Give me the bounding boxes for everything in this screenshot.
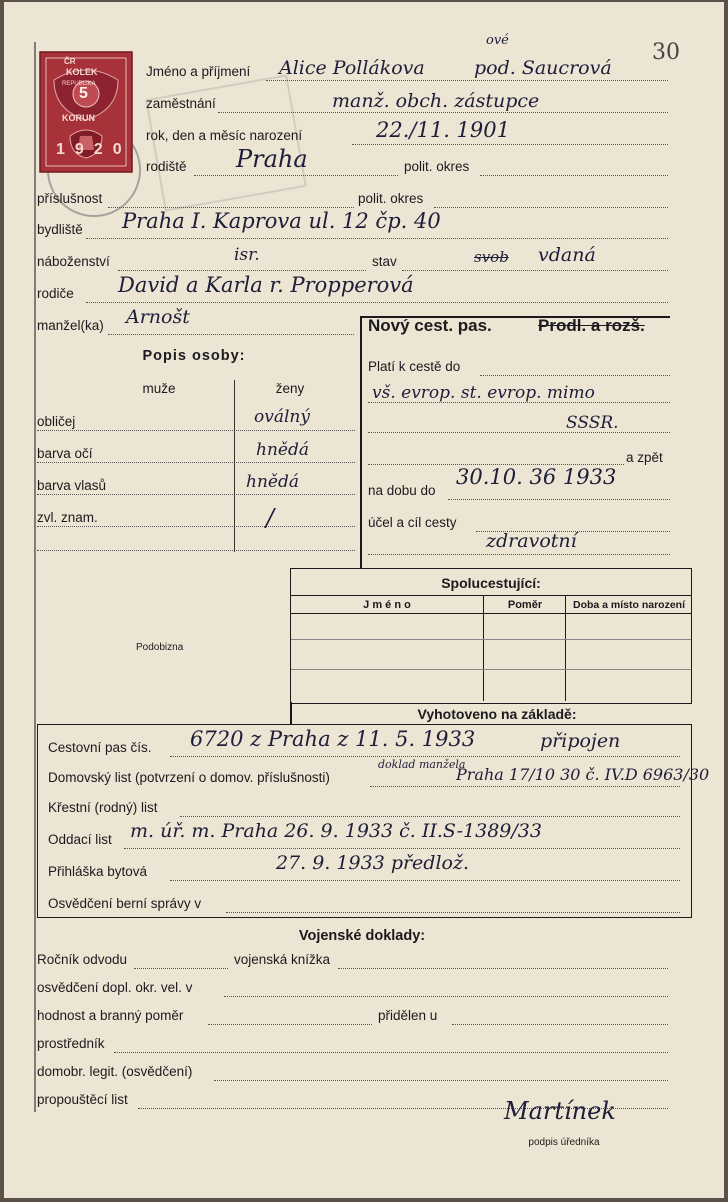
line-intermediary: [114, 1052, 668, 1053]
label-tax: Osvědčení berní správy v: [48, 896, 202, 911]
line-rank: [208, 1024, 372, 1025]
label-assigned: přidělen u: [378, 1008, 438, 1023]
value-name: Alice Pollákova: [279, 57, 425, 79]
stamp-name: KOLEK: [66, 67, 98, 77]
label-and-back: a zpět: [626, 450, 663, 465]
label-residence: bydliště: [37, 222, 83, 237]
companions-header-rule: [291, 613, 691, 614]
value-spouse: Arnošt: [126, 306, 190, 328]
label-baptism: Křestní (rodný) list: [48, 800, 158, 815]
basis-heading: Vyhotoveno na základě:: [417, 706, 577, 722]
value-marriage: m. úř. m. Praha 26. 9. 1933 č. II.S-1389/33: [130, 820, 542, 842]
stamp-sub: REPUBLIKA: [62, 81, 96, 87]
passport-application-form: [4, 2, 724, 1198]
label-legion: domobr. legit. (osvědčení): [37, 1064, 193, 1079]
value-valid-line1: vš. evrop. st. evrop. mimo: [372, 383, 595, 403]
line-valid-3: [368, 432, 670, 433]
value-hair: hnědá: [246, 472, 299, 492]
label-rank: hodnost a branný poměr: [37, 1008, 184, 1023]
military-heading: Vojenské doklady:: [298, 928, 426, 944]
line-birthdate: [352, 144, 668, 145]
signature-caption: podpis úředníka: [528, 1137, 600, 1148]
label-belonging: příslušnost: [37, 191, 103, 206]
companions-col-birth: Doba a místo narození: [572, 599, 686, 611]
label-domicile: Domovský list (potvrzení o domov. příslušnosti): [48, 770, 330, 785]
line-status: [402, 270, 668, 271]
companions-table: [290, 568, 692, 704]
value-valid-line2: SSSR.: [566, 413, 619, 433]
value-name-after: pod. Saucrová: [474, 57, 612, 79]
value-purpose: zdravotní: [486, 530, 577, 552]
stamp-value: 5: [79, 85, 88, 102]
label-district: polit. okres: [404, 159, 470, 174]
line-district: [480, 175, 668, 176]
companions-rule: [291, 595, 691, 596]
line-residence: [86, 238, 668, 239]
signature: Martínek: [504, 1097, 616, 1125]
value-religion: isr.: [234, 245, 260, 265]
value-registration: 27. 9. 1933 předlož.: [276, 852, 470, 874]
companions-row-2: [291, 669, 691, 670]
line-eyes: [37, 462, 355, 463]
line-military-book: [338, 968, 668, 969]
line-assigned: [452, 1024, 668, 1025]
label-birthdate: rok, den a měsíc narození: [146, 128, 303, 143]
label-status: stav: [372, 254, 397, 269]
value-marks: /: [266, 504, 275, 532]
value-duration: 30.10. 36 1933: [456, 465, 617, 489]
label-certificate: osvědčení dopl. okr. vel. v: [37, 980, 193, 995]
value-birthdate: 22./11. 1901: [376, 118, 510, 142]
passport-heading: Nový cest. pas.: [368, 316, 492, 335]
line-belonging: [108, 207, 354, 208]
label-discharge: propouštěcí list: [37, 1092, 128, 1107]
line-tax: [226, 912, 680, 913]
line-employment: [218, 112, 668, 113]
line-marriage: [124, 848, 680, 849]
label-eyes: barva očí: [37, 446, 93, 461]
value-name-over: ové: [486, 33, 509, 48]
description-heading: Popis osoby:: [142, 348, 246, 364]
basis-connector: [290, 702, 292, 724]
line-district2: [434, 207, 668, 208]
label-old-passport: Cestovní pas čís.: [48, 740, 152, 755]
line-duration: [448, 499, 670, 500]
label-military-book: vojenská knížka: [234, 952, 331, 967]
value-eyes: hnědá: [256, 440, 309, 460]
label-birthplace: rodiště: [146, 159, 187, 174]
label-valid-for: Platí k cestě do: [368, 359, 461, 374]
line-draft-year: [134, 968, 228, 969]
line-valid-for: [480, 375, 670, 376]
label-religion: náboženství: [37, 254, 110, 269]
value-parents: David a Karla r. Propperová: [118, 273, 414, 297]
value-old-passport: 6720 z Praha z 11. 5. 1933: [190, 727, 476, 751]
passport-box-left: [360, 316, 362, 568]
label-purpose: účel a cíl cesty: [368, 515, 457, 530]
stamp-top: ČR: [64, 57, 76, 66]
line-birthplace: [194, 175, 398, 176]
value-domicile: Praha 17/10 30 č. IV.D 6963/30: [456, 765, 710, 784]
value-status-struck: svob: [474, 248, 509, 266]
line-registration: [170, 880, 680, 881]
label-registration: Přihláška bytová: [48, 864, 148, 879]
label-marks: zvl. znam.: [37, 510, 98, 525]
line-hair: [37, 494, 355, 495]
label-draft-year: Ročník odvodu: [37, 952, 128, 967]
line-purpose-2: [368, 554, 670, 555]
value-old-passport-note: připojen: [540, 730, 621, 752]
label-spouse: manžel(ka): [37, 318, 104, 333]
page-number: 30: [652, 40, 680, 65]
label-hair: barva vlasů: [37, 478, 107, 493]
label-face: obličej: [37, 414, 76, 429]
passport-struck: Prodl. a rozš.: [538, 316, 645, 335]
line-parents: [86, 302, 668, 303]
value-domicile-note: doklad manžela: [378, 758, 466, 771]
line-baptism: [180, 816, 680, 817]
companions-heading: Spolucestující:: [441, 575, 541, 591]
label-parents: rodiče: [37, 286, 74, 301]
photo-placeholder: Podobizna: [136, 642, 184, 653]
companions-vline-2: [565, 595, 566, 701]
label-employment: zaměstnání: [146, 96, 216, 111]
value-face: oválný: [254, 407, 310, 427]
col-men: muže: [142, 381, 176, 396]
line-face: [37, 430, 355, 431]
line-legion: [214, 1080, 668, 1081]
value-residence: Praha I. Kaprova ul. 12 čp. 40: [122, 209, 441, 233]
line-valid-2: [368, 402, 670, 403]
stamp-year: 1920: [56, 141, 132, 158]
companions-row-1: [291, 639, 691, 640]
line-domicile: [370, 786, 680, 787]
companions-col-name: J m é n o: [363, 599, 411, 611]
label-district2: polit. okres: [358, 191, 424, 206]
line-description-end: [37, 550, 355, 551]
stamp-unit: KORUN: [62, 113, 95, 123]
line-name: [266, 80, 668, 81]
col-women: ženy: [275, 381, 305, 396]
line-spouse: [108, 334, 354, 335]
companions-col-relation: Poměr: [507, 599, 543, 611]
label-name: Jméno a příjmení: [146, 64, 251, 79]
label-intermediary: prostředník: [37, 1036, 105, 1051]
value-birthplace: Praha: [236, 145, 308, 173]
line-religion: [118, 270, 366, 271]
label-marriage: Oddací list: [48, 832, 112, 847]
value-employment: manž. obch. zástupce: [332, 90, 540, 112]
label-duration: na dobu do: [368, 483, 436, 498]
line-marks: [37, 526, 355, 527]
companions-vline-1: [483, 595, 484, 701]
value-status: vdaná: [538, 244, 596, 266]
line-certificate: [224, 996, 668, 997]
